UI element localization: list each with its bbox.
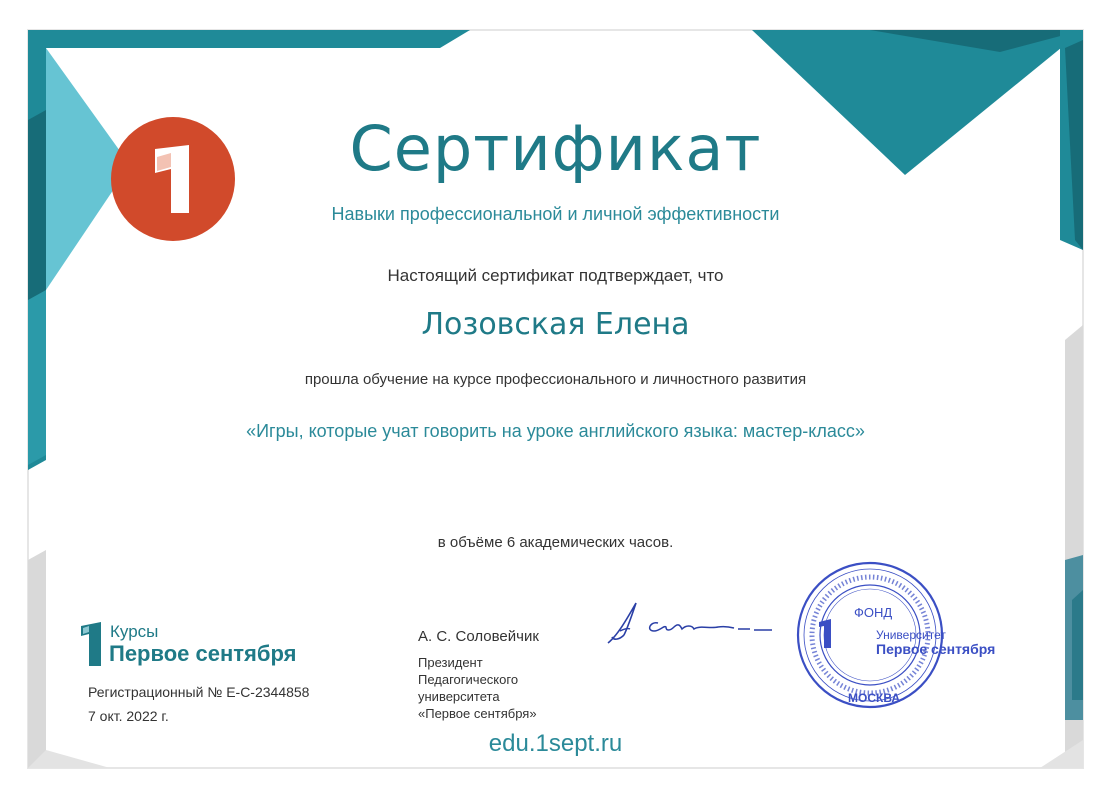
- registration-number: Регистрационный № E-C-2344858: [88, 684, 310, 700]
- signature: [600, 595, 780, 650]
- signer-title-line: «Первое сентября»: [418, 706, 537, 721]
- certificate-intro: Настоящий сертификат подтверждает, что: [387, 266, 724, 285]
- signer-title-line: Педагогического: [418, 672, 519, 687]
- stamp-line-2: Первое сентября: [876, 641, 996, 657]
- website-link[interactable]: edu.1sept.ru: [488, 730, 623, 757]
- course-title: «Игры, которые учат говорить на уроке английского языка: мастер-класс»: [246, 421, 865, 441]
- completion-text: прошла обучение на курсе профессионального и личностного развития: [304, 371, 807, 388]
- brand-courses-label: Курсы: [110, 622, 159, 641]
- brand-logo-small-icon: [77, 620, 105, 666]
- signer-title: [418, 654, 618, 722]
- recipient-name: Лозовская Елена: [421, 307, 690, 342]
- hours-text: в объёме 6 академических часов.: [437, 534, 674, 551]
- stamp-line-1: Университет: [876, 628, 946, 642]
- signer-title-line: университета: [418, 689, 500, 704]
- registration-date: 7 окт. 2022 г.: [88, 708, 169, 724]
- certificate-title: Сертификат: [349, 112, 762, 185]
- stamp-fund-label: ФОНД: [854, 605, 893, 620]
- signer-name: А. С. Соловейчик: [418, 628, 539, 645]
- brand-name: Первое сентября: [109, 641, 297, 666]
- stamp-city: МОСКВА: [848, 691, 901, 705]
- signer-title-line: Президент: [418, 655, 483, 670]
- certificate-subtitle: Навыки профессиональной и личной эффективности: [331, 204, 780, 224]
